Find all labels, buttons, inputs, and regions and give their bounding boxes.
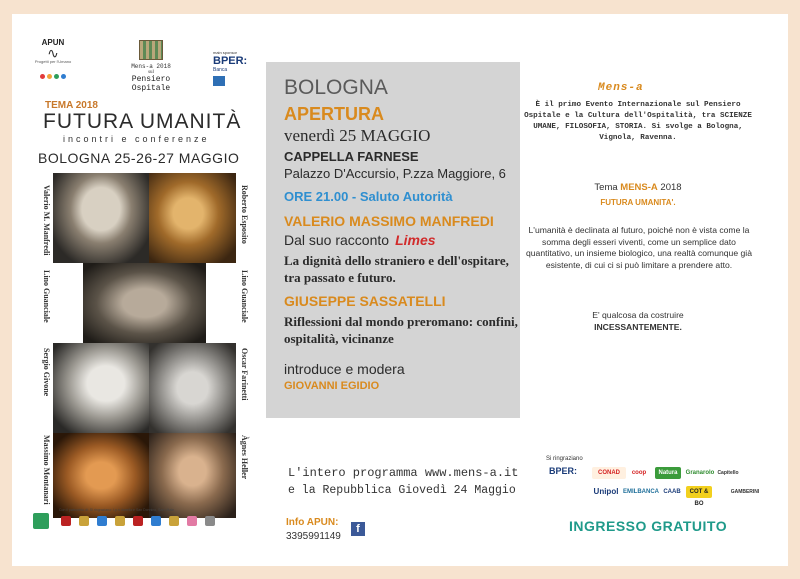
- speaker-name: Roberto Esposito: [240, 185, 249, 244]
- closing-line2: INCESSANTEMENTE.: [594, 321, 682, 332]
- brand-name: Mens-a: [598, 82, 644, 94]
- logo-row: [23, 30, 254, 100]
- apun-swirl-icon: ∿: [47, 45, 59, 61]
- speaker-photos: [53, 173, 236, 518]
- speaker-photo: [53, 433, 149, 518]
- crest-icon: [115, 516, 125, 526]
- info-label: Info APUN:: [286, 517, 339, 528]
- crest-icon: [133, 516, 143, 526]
- apun-logo-text: APUN: [41, 38, 65, 47]
- crest-icon: [61, 516, 71, 526]
- mens-logo-line3: Pensiero Ospitale: [131, 75, 171, 93]
- sponsor-logo-granarolo: Granarolo: [685, 470, 715, 476]
- speaker-photo: [83, 263, 206, 343]
- speaker-name: Valerio M. Manfredi: [42, 185, 51, 256]
- theme-title: FUTURA UMANITA'.: [600, 198, 676, 207]
- talk1-title: La dignità dello straniero e dell'ospitare, tra passato e futuro.: [284, 253, 509, 285]
- sponsor-logo-natura: Natura: [655, 467, 681, 479]
- mens-a-logo: [111, 40, 191, 93]
- crest-icon: [205, 516, 215, 526]
- speaker-name: Massimo Montanari: [42, 435, 51, 505]
- bper-banca: Banca: [213, 67, 228, 73]
- sponsor-logo-capitello: Capitello: [717, 470, 739, 476]
- apun-subtitle: Progetti per l'Umano: [34, 59, 72, 64]
- thanks-label: Si ringraziano: [546, 456, 583, 462]
- sponsor-logo-coop: coop: [631, 470, 647, 476]
- sponsor-label: main sponsor: [213, 50, 238, 55]
- panel-opening: APERTURA: [284, 104, 385, 124]
- crest-icon: [151, 516, 161, 526]
- program-newspaper-text: e la Repubblica Giovedì 24 Maggio: [288, 484, 516, 497]
- poster-city-dates: BOLOGNA 25-26-27 MAGGIO: [38, 150, 240, 166]
- region-logo-icon: [33, 513, 49, 529]
- story-line: [284, 232, 436, 248]
- dot-icon: [40, 74, 45, 79]
- panel-date: venerdì 25 MAGGIO: [284, 126, 431, 145]
- panel-venue: CAPPELLA FARNESE: [284, 149, 419, 164]
- patronage-row: [31, 508, 251, 548]
- crest-icon: [79, 516, 89, 526]
- speaker-name: Lino Guanciale: [42, 270, 51, 323]
- dot-icon: [61, 74, 66, 79]
- speaker-name: Àgnes Heller: [240, 435, 249, 480]
- accessibility-icon: [213, 76, 225, 86]
- patronage-caption: Con il patrocinio di: Si ringraziano: I.p.s Vanella e San Donnino, San Vitale: [59, 508, 175, 512]
- info-phone: 3395991149: [286, 531, 341, 542]
- panel-time: ORE 21.00 - Saluto Autorità: [284, 189, 453, 204]
- crest-icon: [187, 516, 197, 526]
- speaker-photo: [149, 343, 236, 433]
- sponsor-logo-cotbo: COT & BO: [686, 486, 712, 498]
- apun-logo: [29, 38, 77, 84]
- sponsor-logo-bper: BPER:: [548, 466, 577, 476]
- sponsor-logo-conad: CONAD: [592, 467, 626, 479]
- mens-logo-line2: sul: [148, 70, 154, 75]
- dot-icon: [54, 74, 59, 79]
- speaker1-name: VALERIO MASSIMO MANFREDI: [284, 213, 494, 229]
- moderator-intro: introduce e modera: [284, 361, 405, 377]
- story-title: Limes: [395, 232, 436, 248]
- speaker-photo: [53, 173, 149, 263]
- poster-tema: TEMA 2018: [45, 100, 98, 111]
- sponsor-logo-unipol: Unipol: [593, 487, 619, 496]
- speaker-name: Oscar Farinetti: [240, 348, 249, 401]
- apun-dots: [29, 66, 77, 84]
- program-link-text[interactable]: L'intero programma www.mens-a.it: [288, 466, 519, 480]
- theme-closing: [520, 310, 756, 333]
- story-intro: Dal suo racconto: [284, 232, 390, 248]
- event-poster: [23, 30, 254, 550]
- poster-subtitle: incontri e conferenze: [63, 134, 210, 144]
- theme-highlight: MENS-A: [620, 182, 658, 193]
- speaker-name: Sergio Givone: [42, 348, 51, 397]
- sponsor-logo-caab: CAAB: [663, 489, 681, 495]
- theme-line: [520, 182, 756, 193]
- speaker2-name: GIUSEPPE SASSATELLI: [284, 293, 446, 309]
- sponsor-logo-gamberini: GAMBERINI: [730, 489, 760, 495]
- speaker-photo: [149, 173, 236, 263]
- dot-icon: [47, 74, 52, 79]
- crest-icon: [97, 516, 107, 526]
- poster-title: FUTURA UMANITÀ: [43, 110, 242, 133]
- speaker-photo: [149, 433, 236, 518]
- event-description: È il primo Evento Internazionale sul Pensiero Ospitale e la Cultura dell'Ospitalità, tra SCIENZE UMANE, FILOSOFIA, STORIA. Si svolge a Bologna, Vignola, Ravenna.: [524, 101, 752, 142]
- mens-logo-line1: Mens-a 2018: [131, 63, 171, 70]
- free-entry-banner: INGRESSO GRATUITO: [569, 518, 728, 534]
- event-details-panel: [266, 62, 520, 418]
- crest-icon: [169, 516, 179, 526]
- talk2-title: Riflessioni dal mondo preromano: confini, ospitalità, vicinanze: [284, 314, 518, 346]
- panel-address: Palazzo D'Accursio, P.zza Maggiore, 6: [284, 166, 506, 181]
- building-icon: [139, 40, 163, 60]
- theme-prefix: Tema: [594, 182, 618, 193]
- speaker-photo: [53, 343, 149, 433]
- theme-year: 2018: [660, 182, 682, 193]
- sponsor-logo-emilbanca: EMILBANCA: [623, 489, 659, 495]
- speaker-name: Lino Guanciale: [240, 270, 249, 323]
- panel-city: BOLOGNA: [284, 76, 388, 99]
- closing-line1: E' qualcosa da costruire: [592, 310, 684, 320]
- bper-logo: BPER:: [213, 55, 248, 67]
- moderator-name: GIOVANNI EGIDIO: [284, 380, 380, 392]
- facebook-icon[interactable]: f: [351, 522, 365, 536]
- main-sponsor: [213, 50, 253, 86]
- theme-body: L'umanità è declinata al futuro, poiché non è vista come la somma degli esseri viventi, come un semplice dato quantitativo, un insieme biologico, una realtà comunque già esistente, di cui ci si può limitare a prendere atto.: [526, 225, 752, 270]
